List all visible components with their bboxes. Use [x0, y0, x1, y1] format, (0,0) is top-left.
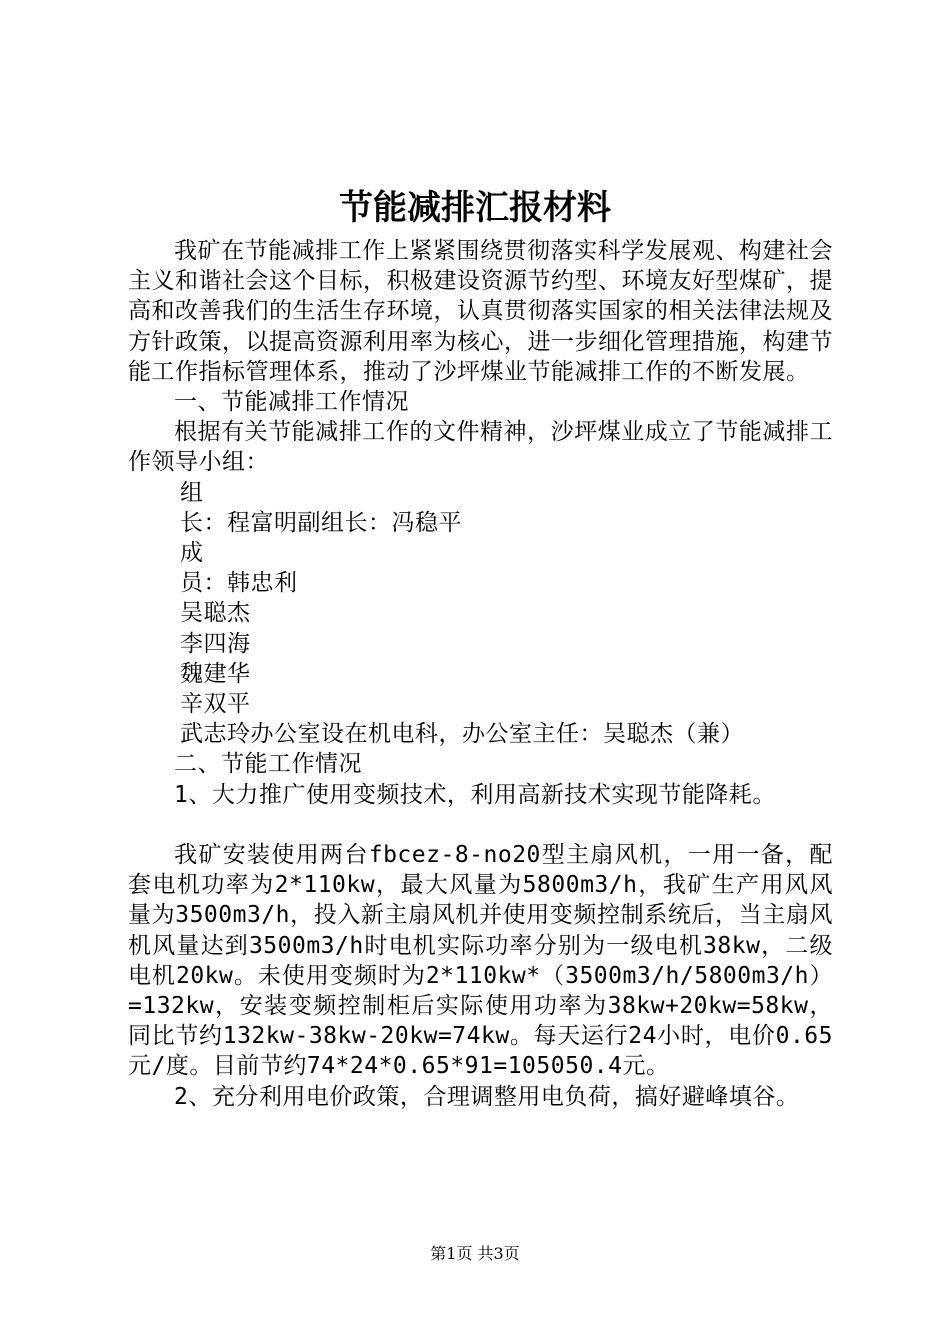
document-body	[128, 236, 833, 1112]
list-item: 李四海	[180, 630, 251, 657]
intro-paragraph: 我矿在节能减排工作上紧紧围绕贯彻落实科学发展观、构建社会主义和谐社会这个目标，积极建设资源节约型、环境友好型煤矿，提高和改善我们的生活生存环境，认真贯彻落实国家的相关法律法规及方针政策，以提高资源利用率为核心，进一步细化管理措施，构建节能工作指标管理体系，推动了沙坪煤业节能减排工作的不断发展。	[128, 238, 833, 385]
item-heading-2: 2、充分利用电价政策，合理调整用电负荷，搞好避峰填谷。	[174, 1083, 800, 1110]
leadership-paragraph: 根据有关节能减排工作的文件精神，沙坪煤业成立了节能减排工作领导小组：	[128, 419, 833, 476]
blank-line	[128, 810, 833, 840]
list-item: 组	[180, 479, 204, 506]
section-heading-2: 二、节能工作情况	[174, 751, 362, 778]
list-item: 长：程富明副组长：冯稳平	[180, 509, 462, 536]
page-footer: 第1页 共3页	[430, 1244, 520, 1263]
document-title: 节能减排汇报材料	[339, 188, 611, 228]
list-item: 成	[180, 540, 204, 567]
fan-paragraph: 我矿安装使用两台fbcez-8-no20型主扇风机，一用一备，配套电机功率为2*110kw，最大风量为5800m3/h，我矿生产用风风量为3500m3/h，投入新主扇风机并使用变频控制系统后，当主扇风机风量达到3500m3/h时电机实际功率分别为一级电机38kw，二级电机20kw。未使用变频时为2*110kw*（3500m3/h/5800m3/h）=132kw，安装变频控制柜后实际使用功率为38kw+20kw=58kw，同比节约132kw-38kw-20kw=74kw。每天运行24小时，电价0.65元/度。目前节约74*24*0.65*91=105050.4元。	[128, 842, 833, 1080]
list-item: 辛双平	[180, 691, 251, 718]
item-heading-1: 1、大力推广使用变频技术，利用高新技术实现节能降耗。	[174, 781, 776, 808]
list-item: 员：韩忠利	[180, 570, 298, 597]
office-info: 武志玲办公室设在机电科，办公室主任：吴聪杰（兼）	[180, 721, 744, 748]
list-item: 魏建华	[180, 660, 251, 687]
list-item: 吴聪杰	[180, 600, 251, 627]
section-heading-1: 一、节能减排工作情况	[174, 389, 409, 416]
